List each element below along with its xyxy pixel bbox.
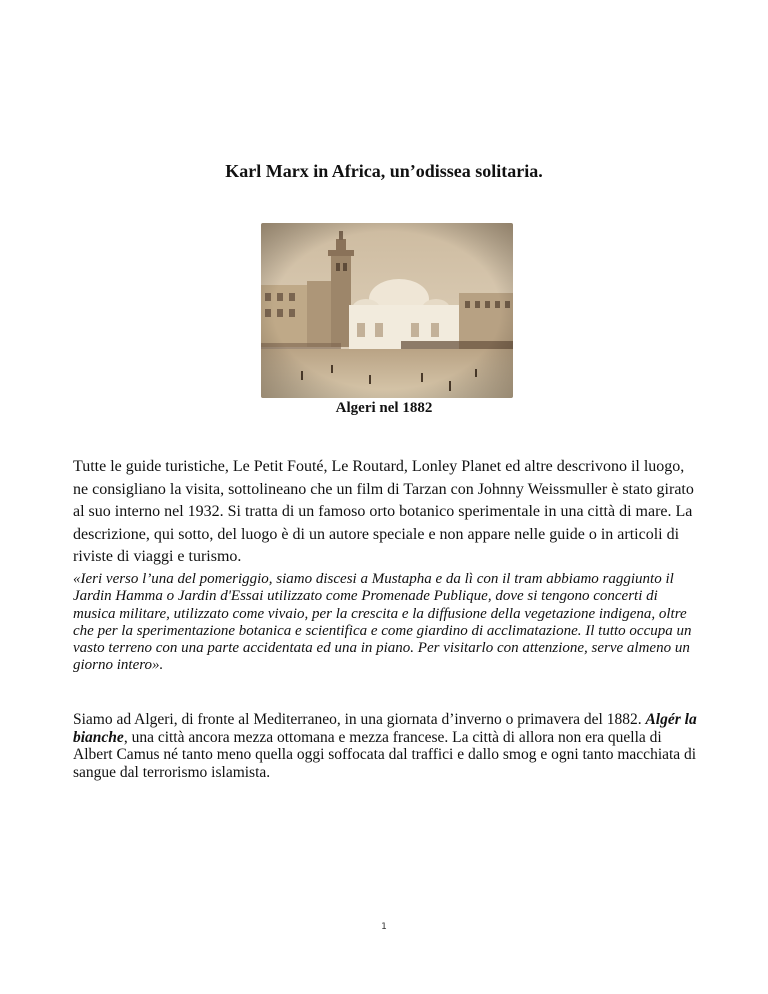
page-number: 1 [381,922,387,932]
intro-paragraph: Tutte le guide turistiche, Le Petit Fouté, Le Routard, Lonley Planet ed altre descrivono il luogo, ne consigliano la visita, sottolineano che un film di Tarzan con Johnny Weissmuller è stato girato al suo interno nel 1932. Si tratta di un famoso orto botanico sperimentale in una città di mare. La descrizione, qui sotto, del luogo è di un autore speciale e non appare nelle guide o in articoli di riviste di viaggi e turismo. [73,458,694,565]
photo-caption: Algeri nel 1882 [335,400,433,416]
body-paragraph [73,711,703,781]
document-title: Karl Marx in Africa, un’odissea solitaria. [225,161,543,181]
historic-photo-algiers [261,223,513,398]
quote-paragraph: «Ieri verso l’una del pomeriggio, siamo discesi a Mustapha e da lì con il tram abbiamo raggiunto il Jardin Hamma o Jardin d'Essai utilizzato come Promenade Publique, dove si tengono concerti di musica militare, utilizzato come vivaio, per la crescita e la diffusione della vegetazione indigena, oltre che per la sperimentazione botanica e scientifica e come giardino di acclimatazione. Il tutto occupa un vasto terreno con una parte accidentata ed una in piano. Per visitarlo con attenzione, serve almeno un giorno intero». [73,571,692,674]
body-text-end: , una città ancora mezza ottomana e mezza francese. La città di allora non era quella di Albert Camus né tanto meno quella oggi soffocata dal traffici e dallo smog e ogni tanto macchiata di sangue dal terrorismo islamista. [73,728,697,781]
body-text-start: Siamo ad Algeri, di fronte al Mediterraneo, in una giornata d’inverno o primavera del 1882. [73,711,646,728]
emphasis-text: Algér la bianche [73,711,697,746]
